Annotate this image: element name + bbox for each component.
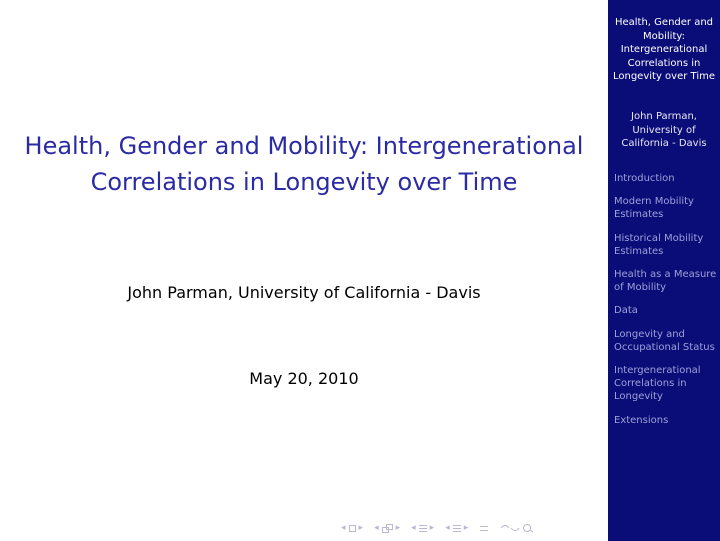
nav-right-arrow-icon[interactable]: ▸ (395, 523, 401, 533)
subsection-icon[interactable] (382, 524, 393, 533)
sidebar-item-modern-mobility-estimates[interactable]: Modern Mobility Estimates (614, 196, 694, 221)
slide-title: Health, Gender and Mobility: Intergenerational Correlations in Longevity over Time (24, 132, 584, 196)
sidebar-item-historical-mobility-estimates[interactable]: Historical Mobility Estimates (614, 232, 704, 257)
slide-author: John Parman, University of California - Davis (127, 283, 481, 302)
align-icon[interactable] (480, 524, 488, 533)
sidebar-item-extensions[interactable]: Extensions (614, 414, 669, 426)
nav-align-group[interactable] (478, 524, 490, 533)
nav-left-arrow-icon[interactable]: ◂ (411, 523, 416, 533)
nav-right-arrow-icon[interactable]: ▸ (463, 523, 469, 533)
slide-date: May 20, 2010 (249, 369, 359, 388)
nav-left-arrow-icon[interactable]: ◂ (341, 523, 346, 533)
nav-right-arrow-icon[interactable]: ▸ (429, 523, 435, 533)
search-icon[interactable] (522, 523, 534, 533)
nav-document-group[interactable] (444, 523, 469, 533)
nav-section-group[interactable] (410, 523, 435, 533)
sidebar-item-introduction[interactable]: Introduction (614, 173, 675, 184)
sidebar-item-data[interactable]: Data (614, 305, 638, 317)
frame-icon[interactable] (349, 525, 356, 532)
document-icon[interactable] (453, 524, 461, 533)
section-icon[interactable] (419, 524, 427, 533)
beamer-navigation-bar (340, 521, 535, 535)
sidebar-item-longevity-and-occupational-status[interactable]: Longevity and Occupational Status (614, 328, 715, 353)
sidebar (608, 0, 720, 541)
sidebar-author: John Parman, University of California - Davis (621, 111, 707, 149)
nav-left-arrow-icon[interactable]: ◂ (374, 523, 379, 533)
sidebar-nav (614, 172, 718, 437)
nav-subsection-group[interactable] (373, 523, 401, 533)
sidebar-item-intergenerational-correlations[interactable]: Intergenerational Correlations in Longevity (614, 365, 701, 403)
nav-search-group[interactable] (499, 523, 535, 533)
sidebar-item-health-as-measure-of-mobility[interactable]: Health as a Measure of Mobility (614, 269, 717, 294)
sidebar-title[interactable]: Health, Gender and Mobility: Intergenerational Correlations in Longevity over Time (612, 17, 716, 82)
nav-left-arrow-icon[interactable]: ◂ (445, 523, 450, 533)
back-forward-icon[interactable] (500, 523, 520, 533)
nav-right-arrow-icon[interactable]: ▸ (358, 523, 364, 533)
nav-frame-group[interactable] (340, 523, 364, 533)
